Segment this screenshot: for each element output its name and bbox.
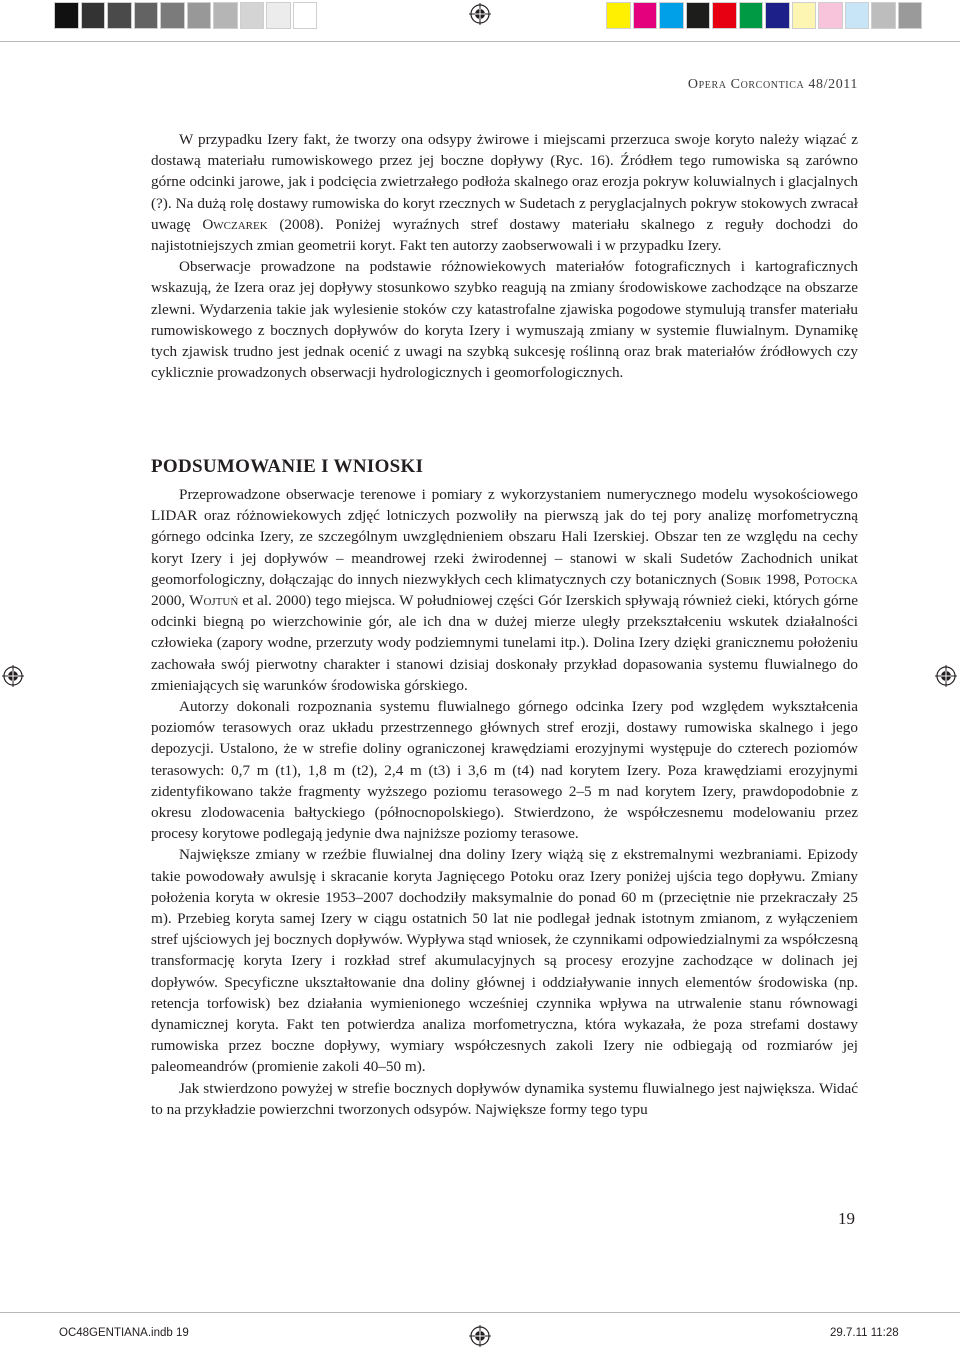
color-swatch [606,2,631,29]
author-citation: Sobik [725,570,762,588]
paragraph: Autorzy dokonali rozpoznania systemu fluwialnego górnego odcinka Izery pod względem wykształcenia poziomów terasowych oraz układu przestrzennego głównych stref erozji, dostawy rumowiska skalnego i jego depozycji. Ustalono, że w strefie doliny ograniczonej krawędziami erozyjnymi występuje do czterech poziomów terasowych: 0,7 m (t1), 1,8 m (t2), 2,4 m (t3) i 3,6 m (t4) nad korytem Izery. Poza krawędziami erozyjnymi zidentyfikowano także fragmenty wyższego poziomu terasowego 2–5 m nad korytem Izery, prawdopodobnie z okresu zlodowacenia bałtyckiego (północnopolskiego). Stwierdzono, że współczesnemu modelowaniu przez procesy korytowe podlegają jedynie dwa najniższe poziomy terasowe. [151,698,858,843]
color-swatch [818,2,843,29]
color-swatch [160,2,185,29]
color-swatch [871,2,896,29]
paragraph [151,129,858,256]
journal-running-header: Opera Corcontica 48/2011 [687,77,858,92]
registration-mark-icon [935,665,957,687]
color-swatch [107,2,132,29]
color-swatch [213,2,238,29]
color-swatch [765,2,790,29]
grayscale-color-bar [54,2,317,29]
slug-filename: OC48GENTIANA.indb 19 [59,1327,189,1339]
color-swatch [54,2,79,29]
text-run: 2000, [151,592,190,610]
section-heading: PODSUMOWANIE I WNIOSKI [151,456,424,477]
text-run: et al. 2000) tego miejsca. W południowej części Gór Izerskich spływają również cieki, których górne odcinki biegną po wierzchowinie gór, ale ich dna w dużej mierze uległy przekształceniu wskutek działalności człowieka (zapory wodne, przerzuty wody podziemnymi tunelami itp.). Dolina Izery dzięki granicznemu położeniu zachowała swój pierwotny charakter i stanowi dzisiaj doskonały przykład dopasowania systemu fluwialnego do zmieniających się warunków środowiska górskiego. [151,592,858,694]
color-swatch [792,2,817,29]
bottom-crop-line [0,1312,960,1313]
author-citation: Wojtuń [189,592,239,610]
paragraph: Największe zmiany w rzeźbie fluwialnej dna doliny Izery wiążą się z ekstremalnymi wezbraniami. Epizody takie powodowały awulsję i skracanie koryta Jagnięcego Potoku oraz Izery poniżej ujścia tego dopływu. Zmiany położenia koryta w okresie 1953–2007 dochodziły maksymalnie do ponad 60 m (przeciętnie nie przekraczały 25 m). Przebieg koryta samej Izery w ciągu ostatnich 50 lat nie podlegał jednak istotnym zmianom, z wyłączeniem stref ujściowych jej bocznych dopływów. Wypływa stąd wniosek, że czynnikami odpowiedzialnymi za współczesną transformację koryta Izery i rozkład stref akumulacyjnych są procesy erozyjne zachodzące w dolinach jej dopływów. Specyficzne ukształtowanie dna doliny głównej i oddziaływanie innych elementów środowiska (np. retencja torfowisk) bez działania wymienionego wcześniej czynnika wpływa na utrwalenie stanu równowagi dynamicznej koryta. Fakt ten potwierdza analiza morfometryczna, która wykazała, że poza strefami dostawy rumowiska przez boczne dopływy, wymiary współczesnych zakoli Izery nie odbiegają od rozmiarów jej paleomeandrów (promienie zakoli 40–50 m). [151,846,858,1076]
text-run: 1998, [761,570,804,588]
color-swatch [686,2,711,29]
paragraph: Obserwacje prowadzone na podstawie różnowiekowych materiałów fotograficznych i kartograficznych wskazują, że Izera oraz jej dopływy stosunkowo szybko reagują na zmiany środowiskowe zachodzące na obszarze zlewni. Wydarzenia takie jak wylesienie stoków czy katastrofalne zjawiska pogodowe stymulują transfer materiału rumowiskowego z bocznych dopływów do koryta Izery i wymuszają zmiany w systemie fluwialnym. Dynamikę tych zjawisk trudno jest jednak ocenić z uwagi na szybką sukcesję roślinną oraz brak materiałów źródłowych czy cyklicznie prowadzonych obserwacji hydrologicznych i geomorfologicznych. [151,258,858,382]
color-swatch [187,2,212,29]
color-swatch [739,2,764,29]
paragraph: Jak stwierdzono powyżej w strefie bocznych dopływów dynamika systemu fluwialnego jest największa. Widać to na przykładzie powierzchni tworzonych odsypów. Największe formy tego typu [151,1079,858,1118]
registration-mark-icon [469,1325,491,1347]
color-swatch [293,2,318,29]
color-swatch [266,2,291,29]
color-swatch [240,2,265,29]
body-text-section-1 [151,129,858,383]
top-crop-line [0,41,960,42]
author-citation: Owczarek [202,215,268,233]
registration-mark-icon [2,665,24,687]
color-swatch [633,2,658,29]
color-swatch [81,2,106,29]
text-run: Przeprowadzone obserwacje terenowe i pomiary z wykorzystaniem numerycznego modelu wysokościowego LIDAR oraz różnowiekowych zdjęć lotniczych pozwoliły na pierwszą jak do tej pory analizę morfometryczną górnego odcinka Izery, ze szczególnym uwzględnieniem obszaru Hali Izerskiej. Obszar ten ze względu na cechy koryt Izery i jej dopływów – meandrowej rzeki żwirodennej – stanowi w skali Sudetów Zachodnich unikat geomorfologiczny, dołączając do innych niezwykłych cech klimatycznych czy botanicznych ( [151,486,858,588]
paragraph [151,484,858,696]
page-number: 19 [838,1209,855,1228]
text-run: (2008). Poniżej wyraźnych stref dostawy materiału skalnego z reguły dochodzi do najistotniejszych zmian geometrii koryt. Fakt ten autorzy zaobserwowali i w przypadku Izery. [151,215,858,255]
color-swatch [134,2,159,29]
color-swatch [712,2,737,29]
color-swatch [659,2,684,29]
author-citation: Potocka [803,570,858,588]
text-run: W przypadku Izery fakt, że tworzy ona odsypy żwirowe i miejscami przerzuca swoje koryto należy wiązać z dostawą materiału rumowiskowego przez jej boczne dopływy (Ryc. 16). Źródłem tego rumowiska są zarówno górne odcinki jarowe, jak i podcięcia zwietrzałego podłoża skalnego oraz erozja pokryw koluwialnych i glacjalnych (?). Na dużą rolę dostawy rumowiska do koryt rzecznych w Sudetach z peryglacjalnych pokryw stokowych zwracał uwagę [151,131,858,233]
body-text-section-2 [151,484,858,1120]
cmyk-color-bar [606,2,922,29]
slug-datetime: 29.7.11 11:28 [830,1327,899,1339]
color-swatch [845,2,870,29]
registration-mark-icon [469,3,491,25]
color-swatch [898,2,923,29]
